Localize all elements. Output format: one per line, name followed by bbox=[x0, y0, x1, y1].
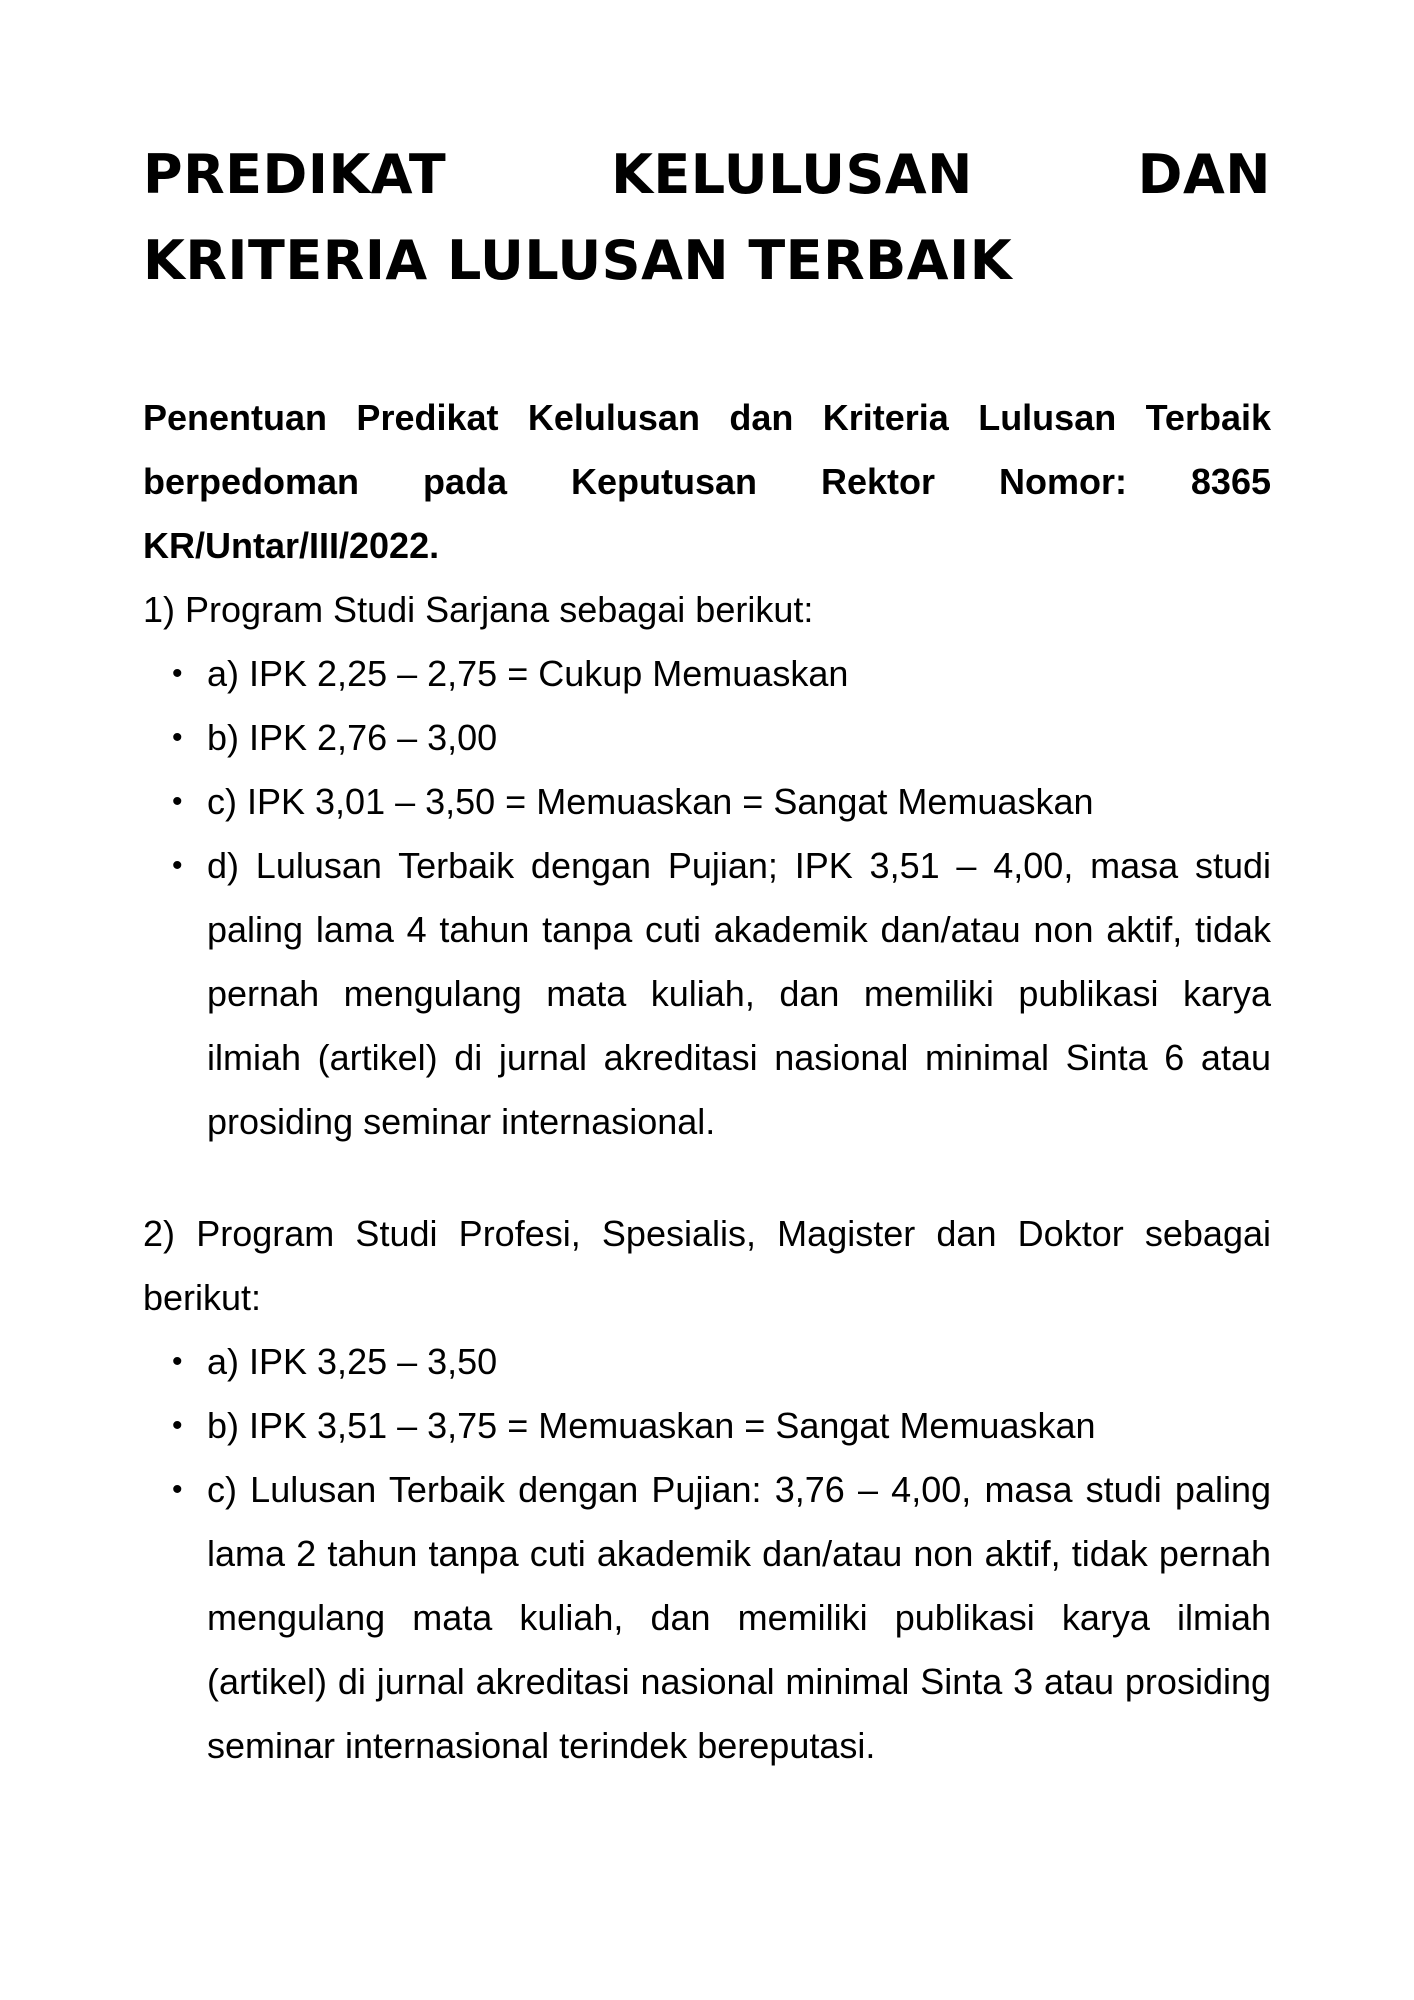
list-item-text: c) IPK 3,01 – 3,50 = Memuaskan = Sangat Memuaskan bbox=[207, 781, 1094, 822]
bullet-icon: • bbox=[172, 1409, 183, 1442]
list-item bbox=[172, 1330, 1271, 1394]
section-1-heading: 1) Program Studi Sarjana sebagai berikut: bbox=[143, 589, 814, 630]
list-item bbox=[172, 642, 1271, 706]
list-item bbox=[172, 770, 1271, 834]
bullet-icon: • bbox=[172, 1473, 183, 1506]
section-2-list bbox=[143, 1330, 1271, 1778]
bullet-icon: • bbox=[172, 1345, 183, 1378]
bullet-icon: • bbox=[172, 657, 183, 690]
section-2-heading: 2) Program Studi Profesi, Spesialis, Magister dan Doktor sebagai berikut: bbox=[143, 1213, 1271, 1318]
bullet-icon: • bbox=[172, 721, 183, 754]
list-item bbox=[172, 1394, 1271, 1458]
list-item-text: a) IPK 3,25 – 3,50 bbox=[207, 1341, 498, 1382]
list-item-text: b) IPK 3,51 – 3,75 = Memuaskan = Sangat Memuaskan bbox=[207, 1405, 1096, 1446]
list-item bbox=[172, 834, 1271, 1154]
document-page bbox=[143, 132, 1271, 1778]
intro-paragraph: Penentuan Predikat Kelulusan dan Kriteria Lulusan Terbaik berpedoman pada Keputusan Rektor Nomor: 8365 KR/Untar/III/2022. bbox=[143, 397, 1271, 566]
list-item-text: c) Lulusan Terbaik dengan Pujian: 3,76 – 4,00, masa studi paling lama 2 tahun tanpa cuti akademik dan/atau non aktif, tidak pernah mengulang mata kuliah, dan memiliki publikasi karya ilmiah (artikel) di jurnal akreditasi nasional minimal Sinta 3 atau prosiding seminar internasional terindek bereputasi. bbox=[207, 1469, 1271, 1766]
bullet-icon: • bbox=[172, 849, 183, 882]
list-item-text: b) IPK 2,76 – 3,00 bbox=[207, 717, 498, 758]
document-title: PREDIKAT KELULUSAN DAN KRITERIA LULUSAN TERBAIK bbox=[143, 143, 1271, 292]
list-item-text: d) Lulusan Terbaik dengan Pujian; IPK 3,51 – 4,00, masa studi paling lama 4 tahun tanpa cuti akademik dan/atau non aktif, tidak pernah mengulang mata kuliah, dan memiliki publikasi karya ilmiah (artikel) di jurnal akreditasi nasional minimal Sinta 6 atau prosiding seminar internasional. bbox=[207, 845, 1271, 1142]
bullet-icon: • bbox=[172, 785, 183, 818]
list-item bbox=[172, 1458, 1271, 1778]
list-item-text: a) IPK 2,25 – 2,75 = Cukup Memuaskan bbox=[207, 653, 849, 694]
list-item bbox=[172, 706, 1271, 770]
section-1-list bbox=[143, 642, 1271, 1154]
